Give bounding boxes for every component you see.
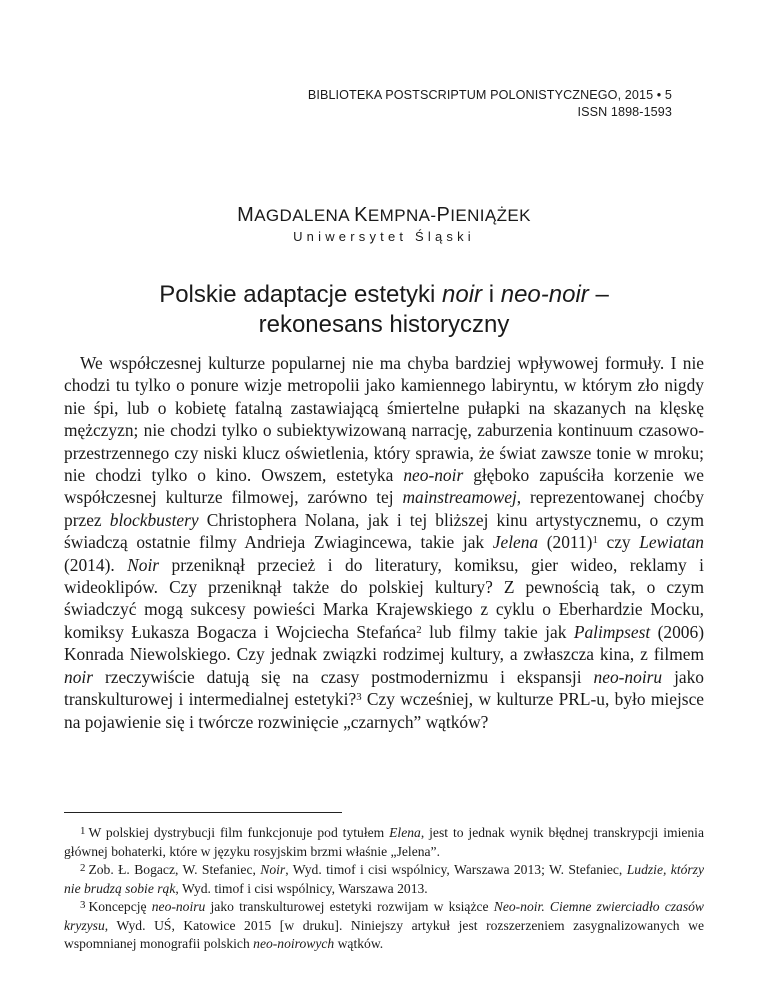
author-block <box>0 204 768 244</box>
running-header <box>308 87 672 121</box>
footnotes <box>64 824 704 953</box>
footnote-ref-3: 3 <box>356 691 362 704</box>
issn: ISSN 1898-1593 <box>577 105 672 119</box>
series-line: BIBLIOTEKA POSTSCRIPTUM POLONISTYCZNEGO, 2015 • 5 <box>307 88 672 102</box>
author-affiliation: Uniwersytet Śląski <box>293 229 475 244</box>
footnote-ref-1: 1 <box>592 534 598 547</box>
footnote-1: $^1$ W polskiej dystrybucji film funkcjonuje pod tytułem Elena, jest to jednak wynik błędnej transkrypcji imienia głównej bohaterki, które w języku rosyjskim brzmi właśnie „Jelena”. <box>64 824 704 859</box>
footnote-divider <box>64 812 342 813</box>
footnote-ref-2: 2 <box>416 624 422 637</box>
author-name: MAGDALENA KEMPNA-PIENIĄŻEK <box>237 204 531 226</box>
footnote-2: $^2$ Zob. Ł. Bogacz, W. Stefaniec, Noir, Wyd. timof i cisi wspólnicy, Warszawa 2013; W. Stefaniec, Ludzie, którzy nie brudzą sobie rąk, Wyd. timof i cisi wspólnicy, Warszawa 2013. <box>64 861 705 896</box>
body-text <box>64 352 704 733</box>
body-paragraph: We współczesnej kulturze popularnej nie ma chyba bardziej wpływowej formuły. I nie chodzi tu tylko o ponure wizje metropolii jako kamiennego labiryntu, w którym zło nigdy nie śpi, lub o kobietę fatalną zastawiającą śmiertelne pułapki na skazanych na klęskę mężczyzn; nie chodzi tylko o subiektywizowaną narrację, zaburzenia kontinuum czasowo-przestrzennego czy niski klucz oświetlenia, który sprawia, że świat zawsze tonie w mroku; nie chodzi tylko o kino. Owszem, estetyka neo-noir głęboko zapuściła korzenie we współczesnej kulturze filmowej, zarówno tej mainstreamowej, reprezentowanej choćby przez blockbustery Christophera Nolana, jak i tej bliższej kinu artystycznemu, o czym świadczą ostatnie filmy Andrieja Zwiagincewa, takie jak Jelena $(2011)^1$ czy Lewiatan (2014). Noir przeniknął przecież i do literatury, komiksu, gier wideo, reklamy i wideoklipów. Czy przeniknął także do polskiej kultury? Z pewnością tak, o czym świadczyć mogą sukcesy powieści Marka Krajewskiego z cyklu o Eberhardzie Mocku, komiksy Łukasza Bogacza i Wojciecha Stefańca$^2$ lub filmy takie jak Palimpsest (2006) Konrada Niewolskiego. Czy jednak związki rodzimej kultury, a zwłaszcza kina, z filmem noir rzeczywiście datują się na czasy postmodernizmu i ekspansji neo-noiru jako transkulturowej i intermedialnej estetyki?$^3$ Czy wcześniej, w kulturze PRL-u, było miejsce na pojawienie się i twórcze rozwinięcie „czarnych” wątków? <box>64 353 705 732</box>
article-title: Polskie adaptacje estetyki noir i neo-noir – rekonesans historyczny <box>159 281 609 338</box>
footnote-3: $^3$ Koncepcję neo-noiru jako transkulturowej estetyki rozwijam w książce Neo-noir. Ciemne zwierciadło czasów kryzysu, Wyd. UŚ, Katowice 2015 [w druku]. Niniejszy artykuł jest rozszerzeniem zasygnalizowanych we wspomnianej monografii polskich neo-noirowych wątków. <box>64 898 704 951</box>
